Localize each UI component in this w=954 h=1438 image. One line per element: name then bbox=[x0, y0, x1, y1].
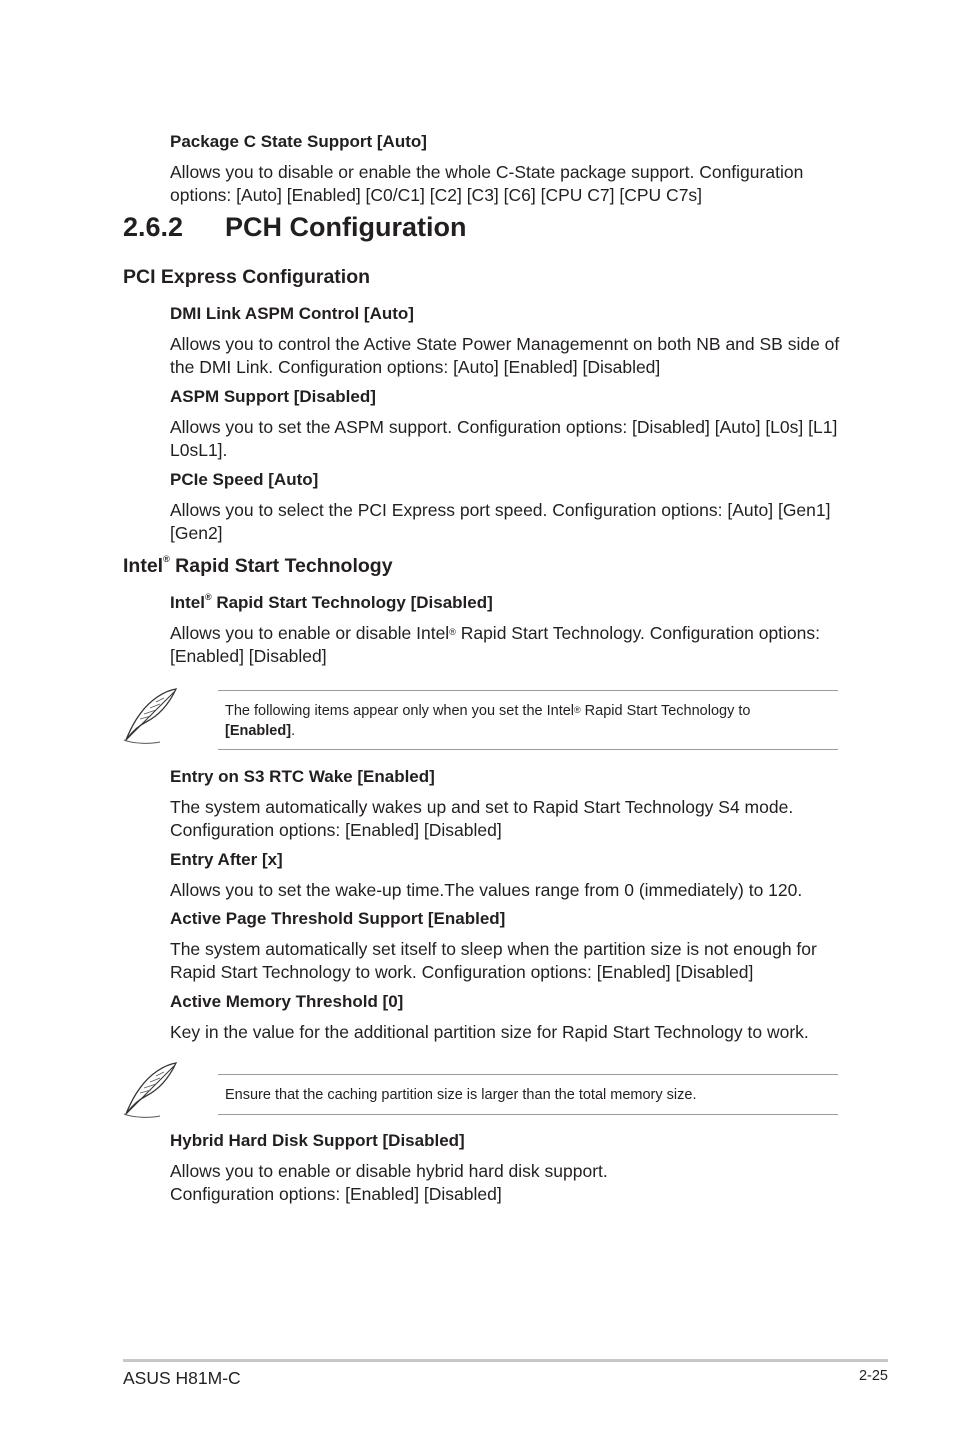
note-pen-icon bbox=[120, 1060, 182, 1118]
note2-bottom-rule bbox=[218, 1114, 838, 1115]
pci-express-heading: PCI Express Configuration bbox=[123, 266, 371, 288]
footer-rule bbox=[123, 1359, 888, 1362]
s3-wake-title: Entry on S3 RTC Wake [Enabled] bbox=[170, 767, 435, 786]
note-pen-icon bbox=[120, 686, 182, 744]
note1-top-rule bbox=[218, 690, 838, 691]
note1-text: The following items appear only when you set the Intel® Rapid Start Technology to [Enabled]. bbox=[225, 703, 751, 739]
footer-page-number: 2-25 bbox=[858, 1368, 888, 1384]
rapid-start-item-title: Intel® Rapid Start Technology [Disabled] bbox=[170, 592, 493, 612]
note2-text: Ensure that the caching partition size is larger than the total memory size. bbox=[225, 1087, 697, 1103]
active-memory-title: Active Memory Threshold [0] bbox=[170, 992, 404, 1011]
active-page-title: Active Page Threshold Support [Enabled] bbox=[170, 909, 506, 928]
dmi-aspm-title: DMI Link ASPM Control [Auto] bbox=[170, 304, 414, 323]
pkg-c-state-title: Package C State Support [Auto] bbox=[170, 132, 427, 151]
pkg-c-state-desc: Allows you to disable or enable the whole C-State package support. Configuration options: [Auto] [Enabled] [C0/C1] [C2] [C3] [C6] [CPU C7] [CPU C7s] bbox=[170, 162, 804, 205]
note2-top-rule bbox=[218, 1074, 838, 1075]
note1-bottom-rule bbox=[218, 749, 838, 750]
section-number: 2.6.2 bbox=[123, 212, 184, 242]
hybrid-hdd-title: Hybrid Hard Disk Support [Disabled] bbox=[170, 1131, 465, 1150]
rapid-start-heading: Intel® Rapid Start Technology bbox=[123, 554, 393, 577]
active-memory-desc: Key in the value for the additional partition size for Rapid Start Technology to work. bbox=[170, 1022, 809, 1042]
section-title: PCH Configuration bbox=[225, 212, 467, 242]
entry-after-title: Entry After [x] bbox=[170, 850, 283, 869]
pcie-speed-desc: Allows you to select the PCI Express port speed. Configuration options: [Auto] [Gen1] [Gen2] bbox=[170, 500, 831, 543]
hybrid-hdd-desc: Allows you to enable or disable hybrid hard disk support. Configuration options: [Enabled] [Disabled] bbox=[170, 1161, 608, 1204]
pcie-speed-title: PCIe Speed [Auto] bbox=[170, 470, 319, 489]
section-heading bbox=[123, 212, 467, 243]
s3-wake-desc: The system automatically wakes up and set to Rapid Start Technology S4 mode. Configuration options: [Enabled] [Disabled] bbox=[170, 797, 794, 840]
footer-product: ASUS H81M-C bbox=[123, 1368, 241, 1388]
aspm-support-title: ASPM Support [Disabled] bbox=[170, 387, 376, 406]
active-page-desc: The system automatically set itself to sleep when the partition size is not enough for Rapid Start Technology to work. Configuration options: [Enabled] [Disabled] bbox=[170, 939, 817, 982]
entry-after-desc: Allows you to set the wake-up time.The values range from 0 (immediately) to 120. bbox=[170, 880, 803, 900]
aspm-support-desc: Allows you to set the ASPM support. Configuration options: [Disabled] [Auto] [L0s] [L1] L0sL1]. bbox=[170, 417, 838, 460]
rapid-start-item-desc: Allows you to enable or disable Intel® Rapid Start Technology. Configuration options: [Enabled] [Disabled] bbox=[170, 623, 821, 666]
dmi-aspm-desc: Allows you to control the Active State Power Managemennt on both NB and SB side of the DMI Link. Configuration options: [Auto] [Enabled] [Disabled] bbox=[170, 334, 840, 377]
